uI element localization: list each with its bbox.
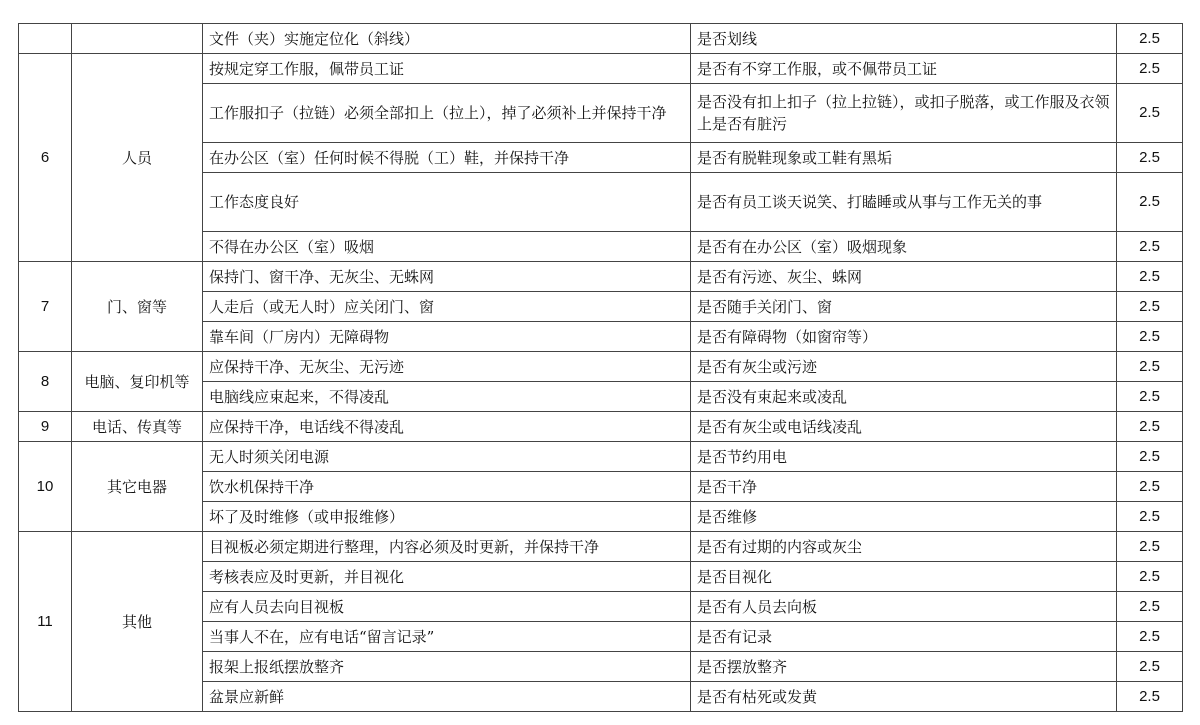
requirement-cell: 坏了及时维修（或申报维修）	[203, 502, 691, 532]
category-cell: 电脑、复印机等	[72, 352, 203, 412]
item-number	[19, 24, 72, 54]
score-cell: 2.5	[1117, 352, 1183, 382]
item-number: 9	[19, 412, 72, 442]
requirement-cell: 无人时须关闭电源	[203, 442, 691, 472]
check-criteria-cell: 是否有灰尘或电话线凌乱	[691, 412, 1117, 442]
check-criteria-cell: 是否有在办公区（室）吸烟现象	[691, 232, 1117, 262]
check-criteria-cell: 是否节约用电	[691, 442, 1117, 472]
item-number: 10	[19, 442, 72, 532]
category-cell	[72, 24, 203, 54]
requirement-cell: 不得在办公区（室）吸烟	[203, 232, 691, 262]
score-cell: 2.5	[1117, 502, 1183, 532]
requirement-cell: 按规定穿工作服，佩带员工证	[203, 54, 691, 84]
category-cell: 人员	[72, 54, 203, 262]
score-cell: 2.5	[1117, 54, 1183, 84]
check-criteria-cell: 是否有不穿工作服，或不佩带员工证	[691, 54, 1117, 84]
item-number: 6	[19, 54, 72, 262]
score-cell: 2.5	[1117, 382, 1183, 412]
check-criteria-cell: 是否有障碍物（如窗帘等）	[691, 322, 1117, 352]
table-row	[19, 352, 1183, 382]
check-criteria-cell: 是否有员工谈天说笑、打瞌睡或从事与工作无关的事	[691, 173, 1117, 232]
check-criteria-cell: 是否有枯死或发黄	[691, 682, 1117, 712]
requirement-cell: 电脑线应束起来，不得凌乱	[203, 382, 691, 412]
check-criteria-cell: 是否有脱鞋现象或工鞋有黑垢	[691, 143, 1117, 173]
table-row	[19, 412, 1183, 442]
category-cell: 其它电器	[72, 442, 203, 532]
score-cell: 2.5	[1117, 84, 1183, 143]
requirement-cell: 工作服扣子（拉链）必须全部扣上（拉上），掉了必须补上并保持干净	[203, 84, 691, 143]
score-cell: 2.5	[1117, 292, 1183, 322]
category-cell: 电话、传真等	[72, 412, 203, 442]
score-cell: 2.5	[1117, 143, 1183, 173]
score-cell: 2.5	[1117, 682, 1183, 712]
check-criteria-cell: 是否维修	[691, 502, 1117, 532]
table-row	[19, 54, 1183, 84]
score-cell: 2.5	[1117, 622, 1183, 652]
item-number: 8	[19, 352, 72, 412]
check-criteria-cell: 是否有灰尘或污迹	[691, 352, 1117, 382]
inspection-table	[18, 23, 1183, 712]
check-criteria-cell: 是否目视化	[691, 562, 1117, 592]
score-cell: 2.5	[1117, 262, 1183, 292]
requirement-cell: 文件（夹）实施定位化（斜线）	[203, 24, 691, 54]
score-cell: 2.5	[1117, 652, 1183, 682]
table-row	[19, 442, 1183, 472]
score-cell: 2.5	[1117, 24, 1183, 54]
score-cell: 2.5	[1117, 442, 1183, 472]
item-number: 11	[19, 532, 72, 712]
check-criteria-cell: 是否有污迹、灰尘、蛛网	[691, 262, 1117, 292]
score-cell: 2.5	[1117, 322, 1183, 352]
score-cell: 2.5	[1117, 472, 1183, 502]
category-cell: 其他	[72, 532, 203, 712]
requirement-cell: 应有人员去向目视板	[203, 592, 691, 622]
check-criteria-cell: 是否摆放整齐	[691, 652, 1117, 682]
check-criteria-cell: 是否有人员去向板	[691, 592, 1117, 622]
table-row	[19, 262, 1183, 292]
requirement-cell: 考核表应及时更新，并目视化	[203, 562, 691, 592]
requirement-cell: 报架上报纸摆放整齐	[203, 652, 691, 682]
item-number: 7	[19, 262, 72, 352]
requirement-cell: 工作态度良好	[203, 173, 691, 232]
check-criteria-cell: 是否有记录	[691, 622, 1117, 652]
score-cell: 2.5	[1117, 562, 1183, 592]
requirement-cell: 靠车间（厂房内）无障碍物	[203, 322, 691, 352]
check-criteria-cell: 是否没有束起来或凌乱	[691, 382, 1117, 412]
check-criteria-cell: 是否有过期的内容或灰尘	[691, 532, 1117, 562]
table-body	[19, 24, 1183, 712]
requirement-cell: 盆景应新鲜	[203, 682, 691, 712]
score-cell: 2.5	[1117, 412, 1183, 442]
requirement-cell: 保持门、窗干净、无灰尘、无蛛网	[203, 262, 691, 292]
requirement-cell: 目视板必须定期进行整理，内容必须及时更新，并保持干净	[203, 532, 691, 562]
requirement-cell: 人走后（或无人时）应关闭门、窗	[203, 292, 691, 322]
score-cell: 2.5	[1117, 592, 1183, 622]
table-row	[19, 532, 1183, 562]
check-criteria-cell: 是否随手关闭门、窗	[691, 292, 1117, 322]
requirement-cell: 当事人不在，应有电话“留言记录”	[203, 622, 691, 652]
check-criteria-cell: 是否划线	[691, 24, 1117, 54]
requirement-cell: 饮水机保持干净	[203, 472, 691, 502]
requirement-cell: 在办公区（室）任何时候不得脱（工）鞋，并保持干净	[203, 143, 691, 173]
check-criteria-cell: 是否没有扣上扣子（拉上拉链），或扣子脱落，或工作服及衣领上是否有脏污	[691, 84, 1117, 143]
table-row	[19, 24, 1183, 54]
score-cell: 2.5	[1117, 532, 1183, 562]
score-cell: 2.5	[1117, 232, 1183, 262]
score-cell: 2.5	[1117, 173, 1183, 232]
requirement-cell: 应保持干净、无灰尘、无污迹	[203, 352, 691, 382]
category-cell: 门、窗等	[72, 262, 203, 352]
requirement-cell: 应保持干净，电话线不得凌乱	[203, 412, 691, 442]
check-criteria-cell: 是否干净	[691, 472, 1117, 502]
